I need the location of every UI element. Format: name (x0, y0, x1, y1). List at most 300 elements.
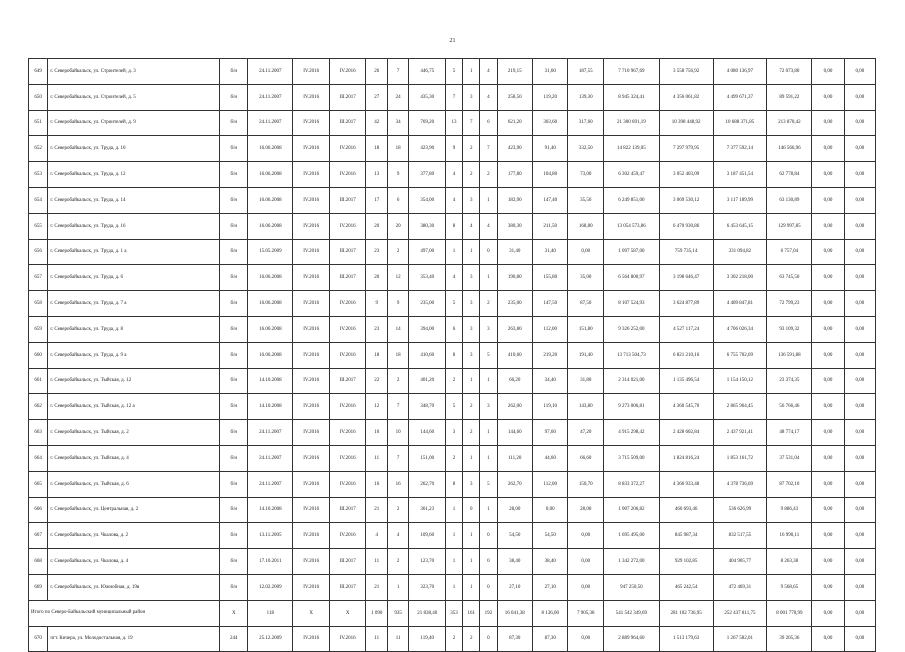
table-cell: г. Северобайкальск, ул. Труда, д. 6 (48, 265, 220, 291)
table-row (29, 342, 876, 368)
table-cell: 34 (387, 110, 408, 136)
table-cell: 2 (463, 394, 480, 420)
table-cell: г. Северобайкальск, ул. Южнобная, д. 19в (48, 574, 220, 600)
table-cell: 24.11.2007 (248, 471, 293, 497)
table-cell: 87,30 (532, 626, 567, 652)
table-cell: 0,00 (844, 523, 875, 549)
table-cell: 353 (445, 600, 462, 626)
table-cell: 658 (29, 291, 48, 317)
table-cell: 0,00 (812, 420, 844, 446)
table-cell: 947 250,50 (603, 574, 659, 600)
table-cell: 31,40 (497, 239, 532, 265)
table-cell: б/н (220, 574, 248, 600)
table-cell: 2 (445, 368, 462, 394)
table-cell: 8 833 372,27 (603, 471, 659, 497)
table-cell: 1 (480, 445, 497, 471)
table-cell: IV.2016 (293, 574, 330, 600)
table-cell: 0,00 (844, 84, 875, 110)
table-cell: 23 (366, 239, 387, 265)
table-cell: 1 (463, 368, 480, 394)
table-cell: 23 374,35 (767, 368, 812, 394)
table-cell: IV.2016 (293, 239, 330, 265)
table-cell: 20 (366, 265, 387, 291)
table-cell: 244 (220, 626, 248, 652)
table-cell: IV.2016 (293, 342, 330, 368)
table-cell: 262,70 (497, 471, 532, 497)
table-cell: 410,60 (409, 342, 446, 368)
table-row (29, 136, 876, 162)
table-cell: пгт. Кичера, ул. Молодостальная, д. 19 (48, 626, 220, 652)
table-cell: 16.06.2008 (248, 187, 293, 213)
table-cell: 16 990,11 (767, 523, 812, 549)
table-cell: 7 377 592,14 (713, 136, 767, 162)
table-cell: 87 702,10 (767, 471, 812, 497)
table-cell: 0,00 (844, 626, 875, 652)
table-cell: 89 591,22 (767, 84, 812, 110)
table-cell: 119,20 (532, 84, 567, 110)
table-cell: 16 (387, 471, 408, 497)
table-cell: 759 735,14 (659, 239, 713, 265)
table-cell: 112,00 (532, 471, 567, 497)
table-cell: 1 (463, 549, 480, 575)
table-cell: 9 568,65 (767, 574, 812, 600)
table-cell: III.2017 (329, 368, 366, 394)
table-cell: б/н (220, 239, 248, 265)
table-cell: 0,00 (844, 213, 875, 239)
table-cell: 8 136,00 (532, 600, 567, 626)
table-cell: 323,70 (409, 574, 446, 600)
table-row-total (29, 600, 876, 626)
table-cell: 119,10 (532, 394, 567, 420)
table-cell: 0,00 (812, 162, 844, 188)
table-cell: 87,50 (568, 291, 603, 317)
table-cell: 144,60 (409, 420, 446, 446)
table-cell: IV.2016 (329, 342, 366, 368)
table-cell: 7 (480, 136, 497, 162)
table-cell: 4 (480, 213, 497, 239)
table-cell: IV.2016 (293, 549, 330, 575)
table-cell: 27,10 (532, 574, 567, 600)
table-cell: III.2017 (329, 549, 366, 575)
table-cell: III.2017 (329, 265, 366, 291)
table-cell: 20 (387, 213, 408, 239)
table-cell: 14 (387, 316, 408, 342)
table-cell: 8 263,38 (767, 549, 812, 575)
table-cell: 0,00 (844, 291, 875, 317)
table-cell: 15.05.2009 (248, 239, 293, 265)
table-cell: 123,70 (409, 549, 446, 575)
table-cell: 0 (480, 626, 497, 652)
table-cell: 111,20 (497, 445, 532, 471)
table-cell: IV.2016 (293, 523, 330, 549)
table-cell: 845 987,34 (659, 523, 713, 549)
table-cell: 14.10.2008 (248, 394, 293, 420)
table-cell: 2 437 921,41 (713, 420, 767, 446)
table-cell: 97,60 (532, 420, 567, 446)
table-cell: 401,20 (409, 368, 446, 394)
table-cell: 151,80 (568, 316, 603, 342)
table-cell: 62 778,84 (767, 162, 812, 188)
table-cell: 16.06.2008 (248, 162, 293, 188)
table-cell: б/н (220, 162, 248, 188)
table-cell: г. Северобайкальск, ул. Тыйская, д. 6 (48, 471, 220, 497)
table-cell: 472 469,31 (713, 574, 767, 600)
table-cell: 37 531,04 (767, 445, 812, 471)
table-cell: 54,50 (532, 523, 567, 549)
table-cell: III.2017 (329, 84, 366, 110)
table-cell: 16.06.2008 (248, 291, 293, 317)
table-cell: 2 (387, 549, 408, 575)
table-cell: 435,30 (409, 84, 446, 110)
table-cell: 63 130,89 (767, 187, 812, 213)
table-cell: 9 (366, 291, 387, 317)
table-cell: 31,60 (532, 59, 567, 85)
table-cell: 109,60 (409, 523, 446, 549)
table-cell: 2 314 021,00 (603, 368, 659, 394)
table-cell: г. Северобайкальск, ул. Труда, д. 1 а (48, 239, 220, 265)
table-cell: г. Северобайкальск, ул. Тыйская, д. 4 (48, 445, 220, 471)
table-cell: 0,00 (812, 445, 844, 471)
page-number: 21 (449, 38, 456, 44)
table-cell: 0,00 (812, 394, 844, 420)
table-cell: 0 (463, 497, 480, 523)
table-cell: 3 198 646,47 (659, 265, 713, 291)
table-row (29, 213, 876, 239)
table-cell: 7 (463, 110, 480, 136)
table-cell: б/н (220, 497, 248, 523)
table-cell: 1 (480, 497, 497, 523)
table-cell: 3 302 218,00 (713, 265, 767, 291)
table-cell: 213 870,42 (767, 110, 812, 136)
table-cell: 9 (445, 136, 462, 162)
table-cell: 0,00 (844, 265, 875, 291)
table-cell: 3 052 403,09 (659, 162, 713, 188)
table-cell: 0,00 (844, 162, 875, 188)
table-cell: IV.2016 (293, 187, 330, 213)
table-cell: 3 (463, 291, 480, 317)
table-cell: г. Северобайкальск, ул. Труда, д. 10 (48, 136, 220, 162)
table-cell: 1 342 272,00 (603, 549, 659, 575)
table-row (29, 574, 876, 600)
table-cell: 4 499 671,37 (713, 84, 767, 110)
table-cell: 2 865 964,45 (713, 394, 767, 420)
table-cell: г. Северобайкальск, ул. Труда, д. 8 (48, 316, 220, 342)
table-cell: 1 135 496,54 (659, 368, 713, 394)
table-row (29, 187, 876, 213)
table-cell: 651 (29, 110, 48, 136)
table-cell: 66,20 (497, 368, 532, 394)
table-cell: 7 (387, 445, 408, 471)
table-cell: 219,15 (497, 59, 532, 85)
table-cell: г. Северобайкальск, ул. Труда, д. 14 (48, 187, 220, 213)
table-cell: 0,00 (844, 368, 875, 394)
table-cell: 3 (463, 84, 480, 110)
table-cell: 410,60 (497, 342, 532, 368)
table-cell: г. Северобайкальск, ул. Труда, д. 7 а (48, 291, 220, 317)
table-cell: 3 (480, 316, 497, 342)
table-cell: 12 (366, 394, 387, 420)
table-cell: 0,00 (844, 445, 875, 471)
table-cell: 6 (480, 110, 497, 136)
table-cell: 666 (29, 497, 48, 523)
table-cell: 24 (387, 84, 408, 110)
table-cell: 0,00 (844, 110, 875, 136)
table-cell: 235,00 (497, 291, 532, 317)
table-cell: 7 (387, 394, 408, 420)
table-cell: 21 (366, 574, 387, 600)
table-cell: 361,23 (409, 497, 446, 523)
table-cell: б/н (220, 265, 248, 291)
table-cell: г. Северобайкальск, ул. Центральная, д. 2 (48, 497, 220, 523)
table-cell: 2 (463, 162, 480, 188)
table-cell: 0,00 (844, 394, 875, 420)
table-cell: 11 (366, 626, 387, 652)
table-cell: 3 069 530,12 (659, 187, 713, 213)
table-cell: 657 (29, 265, 48, 291)
table-cell: 118 (248, 600, 293, 626)
table-cell: б/н (220, 316, 248, 342)
table-cell: 1 (387, 574, 408, 600)
table-cell: 0,00 (812, 136, 844, 162)
table-cell: 8 (445, 342, 462, 368)
table-cell: 6 (445, 316, 462, 342)
table-cell: 377,80 (409, 162, 446, 188)
table-cell: 0,00 (812, 59, 844, 85)
table-cell: III.2017 (329, 574, 366, 600)
table-cell: 0,00 (844, 420, 875, 446)
table-cell: X (220, 600, 248, 626)
table-cell: 91,40 (532, 136, 567, 162)
table-cell: 7 710 967,69 (603, 59, 659, 85)
table-cell: 2 (445, 626, 462, 652)
table-cell: 47,20 (568, 420, 603, 446)
table-cell: б/н (220, 110, 248, 136)
table-cell: 35,50 (568, 187, 603, 213)
table-cell: 0 (480, 239, 497, 265)
table-cell: 6 (387, 187, 408, 213)
table-cell: 1 (445, 549, 462, 575)
table-cell: 6 564 800,97 (603, 265, 659, 291)
table-cell: IV.2016 (293, 445, 330, 471)
table-cell: 5 (445, 394, 462, 420)
table-cell: III.2017 (329, 187, 366, 213)
table-cell: 4 (445, 265, 462, 291)
table-cell: 6 757,04 (767, 239, 812, 265)
table-cell: 3 715 509,00 (603, 445, 659, 471)
table-cell: 73,00 (568, 162, 603, 188)
table-cell: б/н (220, 523, 248, 549)
table-cell: 12 (387, 265, 408, 291)
table-cell: 5 (480, 471, 497, 497)
table-cell: 0,00 (812, 600, 844, 626)
table-row (29, 497, 876, 523)
table-cell: 1 (480, 420, 497, 446)
table-cell: 0,00 (844, 574, 875, 600)
table-cell: 653 (29, 162, 48, 188)
table-cell: б/н (220, 471, 248, 497)
table-cell: III.2017 (329, 239, 366, 265)
table-row (29, 626, 876, 652)
table-cell: 0,00 (812, 368, 844, 394)
table-cell: 0,00 (812, 239, 844, 265)
table-cell: 66,60 (568, 445, 603, 471)
table-cell: 190,80 (497, 265, 532, 291)
table-cell: 1 (445, 523, 462, 549)
table-cell: 139,30 (568, 84, 603, 110)
table-cell: 348,70 (409, 394, 446, 420)
table-cell: IV.2016 (293, 110, 330, 136)
table-cell: 1 824 816,24 (659, 445, 713, 471)
table-cell: 6 821 210,16 (659, 342, 713, 368)
table-cell: 11 (366, 549, 387, 575)
table-cell: 6 755 702,69 (713, 342, 767, 368)
table-cell: III.2017 (329, 497, 366, 523)
table-cell: IV.2016 (329, 291, 366, 317)
table-cell: 2 (463, 420, 480, 446)
table-cell: б/н (220, 368, 248, 394)
table-cell: 7 905,38 (568, 600, 603, 626)
table-cell: X (329, 600, 366, 626)
table-row (29, 471, 876, 497)
table-cell: 13.11.2005 (248, 523, 293, 549)
table-cell: г. Северобайкальск, ул. Тыйская, д. 2 (48, 420, 220, 446)
table-cell: 26 (366, 59, 387, 85)
table-cell: 112,00 (532, 316, 567, 342)
table-cell: 72 799,23 (767, 291, 812, 317)
table-cell: 21 838,40 (409, 600, 446, 626)
table-cell: 2 (463, 136, 480, 162)
table-cell: 34,40 (532, 368, 567, 394)
table-cell: 38,40 (497, 549, 532, 575)
table-cell: IV.2016 (293, 291, 330, 317)
table-cell: 1 (463, 523, 480, 549)
table-cell: 136 591,88 (767, 342, 812, 368)
table-cell: 10 398 448,92 (659, 110, 713, 136)
table-cell: 3 (463, 471, 480, 497)
table-cell: 2 (387, 497, 408, 523)
table-cell: 5 (445, 59, 462, 85)
table-cell: 661 (29, 368, 48, 394)
table-row (29, 523, 876, 549)
table-row (29, 59, 876, 85)
table-cell: 16 (366, 471, 387, 497)
table-cell: 1 695 495,00 (603, 523, 659, 549)
table-cell: IV.2016 (293, 471, 330, 497)
table-cell: г. Северобайкальск, ул. Чкалова, д. 4 (48, 549, 220, 575)
table-row (29, 265, 876, 291)
table-cell: 10 688 371,85 (713, 110, 767, 136)
table-cell: 28,00 (568, 497, 603, 523)
table-cell: 446,75 (409, 59, 446, 85)
table-cell: 14.10.2008 (248, 368, 293, 394)
table-cell: 0,00 (812, 626, 844, 652)
table-cell: 0,00 (812, 549, 844, 575)
table-cell: г. Северобайкальск, ул. Труда, д. 12 (48, 162, 220, 188)
table-cell: 13 054 573,86 (603, 213, 659, 239)
table-cell: г. Северобайкальск, ул. Строителей, д. 5 (48, 84, 220, 110)
table-cell: 8 001 770,99 (767, 600, 812, 626)
table-cell: 659 (29, 316, 48, 342)
table-cell: IV.2016 (293, 497, 330, 523)
table-cell: 146 566,96 (767, 136, 812, 162)
table-cell: 17 (366, 187, 387, 213)
table-cell: 14 822 139,05 (603, 136, 659, 162)
table-cell: 4 (366, 523, 387, 549)
table-cell: 17.10.2011 (248, 549, 293, 575)
table-cell: б/н (220, 187, 248, 213)
table-cell: 63 745,50 (767, 265, 812, 291)
table-cell: 262,00 (497, 394, 532, 420)
table-cell: 252 437 811,75 (713, 600, 767, 626)
table-cell: 0,00 (844, 239, 875, 265)
table-cell: 104,80 (532, 162, 567, 188)
table-row (29, 162, 876, 188)
table-cell: 929 102,85 (659, 549, 713, 575)
table-cell: 24.11.2007 (248, 84, 293, 110)
table-cell: 0,00 (844, 497, 875, 523)
table-cell: 3 117 189,99 (713, 187, 767, 213)
table-cell: 2 (480, 291, 497, 317)
table-cell: IV.2016 (293, 59, 330, 85)
table-cell: г. Северобайкальск, ул. Строителей, д. 9 (48, 110, 220, 136)
table-cell: 668 (29, 549, 48, 575)
table-cell: 129 997,85 (767, 213, 812, 239)
table-cell: 465 242,54 (659, 574, 713, 600)
table-cell: IV.2016 (293, 213, 330, 239)
table-cell: IV.2016 (329, 445, 366, 471)
table-cell: 380,30 (409, 213, 446, 239)
table-cell: 0,00 (812, 291, 844, 317)
table-cell: 24.11.2007 (248, 110, 293, 136)
table-cell: 1 (445, 497, 462, 523)
table-cell: 6 302 459,47 (603, 162, 659, 188)
table-cell: б/н (220, 445, 248, 471)
table-cell: 12.02.2009 (248, 574, 293, 600)
table-cell: 16.06.2008 (248, 342, 293, 368)
table-cell: 6 249 851,00 (603, 187, 659, 213)
table-cell: IV.2016 (329, 626, 366, 652)
table-cell: 4 409 847,81 (713, 291, 767, 317)
table-cell: 1 097 587,00 (603, 239, 659, 265)
table-cell: 21 (366, 497, 387, 523)
table-cell: 24.11.2007 (248, 445, 293, 471)
table-cell: 2 (463, 626, 480, 652)
table-cell: IV.2016 (329, 394, 366, 420)
table-cell: 0,00 (812, 110, 844, 136)
table-cell: 0,00 (844, 471, 875, 497)
table-cell: 2 428 602,84 (659, 420, 713, 446)
table-cell: 39 205,36 (767, 626, 812, 652)
table-cell: 3 (445, 420, 462, 446)
table-cell: г. Северобайкальск, ул. Чкалова, д. 2 (48, 523, 220, 549)
table-cell: 331 094,82 (713, 239, 767, 265)
table-cell: IV.2016 (329, 59, 366, 85)
table-row (29, 84, 876, 110)
table-cell: 1 267 582,01 (713, 626, 767, 652)
table-cell: 1 (480, 368, 497, 394)
table-cell: 10 (387, 420, 408, 446)
table-cell: 219,20 (532, 342, 567, 368)
table-cell: 31,40 (532, 239, 567, 265)
table-cell: 663 (29, 420, 48, 446)
table-cell: 8 107 524,93 (603, 291, 659, 317)
table-cell: 4 706 026,34 (713, 316, 767, 342)
table-cell: 3 (463, 316, 480, 342)
table-cell: 0,00 (844, 136, 875, 162)
table-cell: 4 (480, 59, 497, 85)
table-cell: 4 (387, 523, 408, 549)
table-cell: 4 527 117,24 (659, 316, 713, 342)
